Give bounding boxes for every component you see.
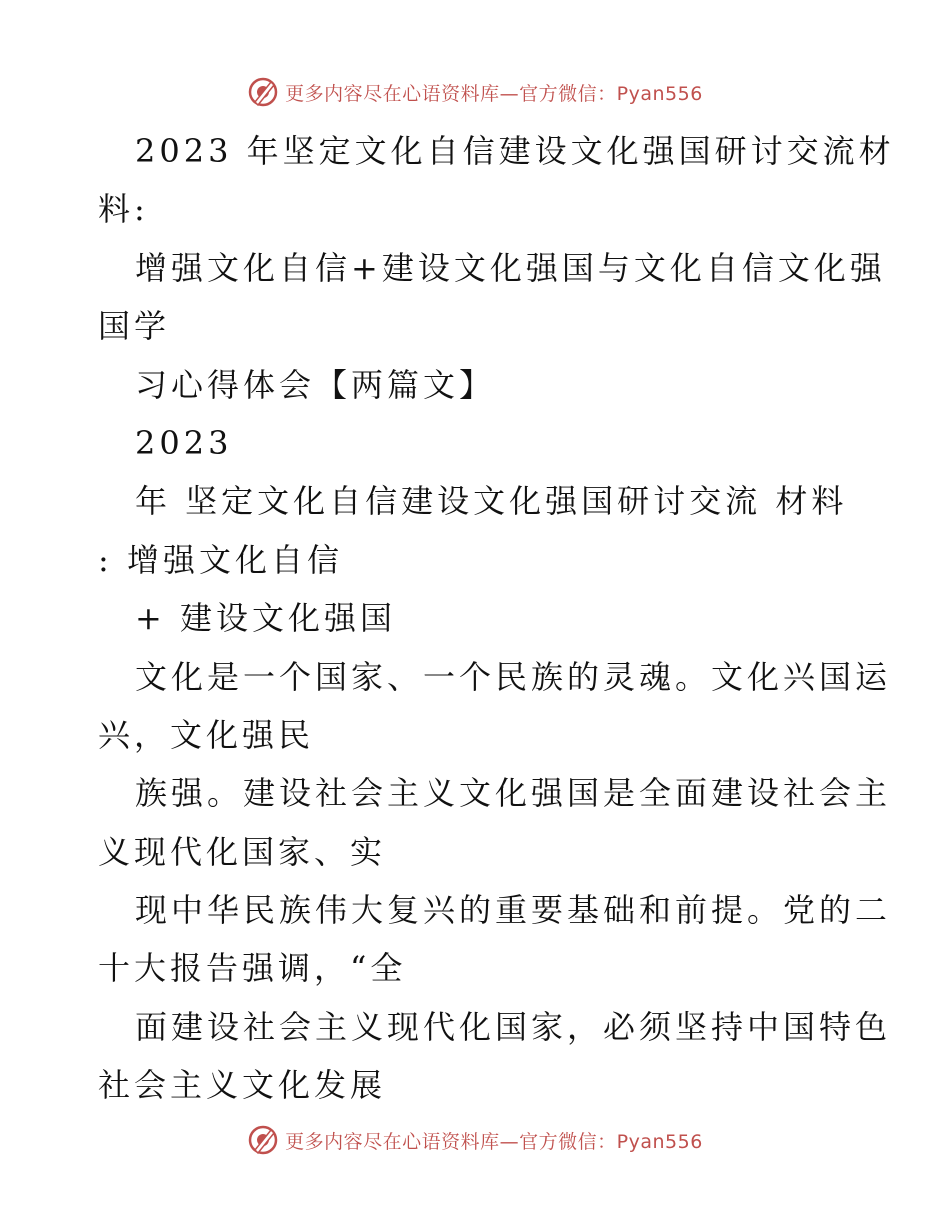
text-line: 十大报告强调，“全 xyxy=(98,949,407,988)
text-line: 年 坚定文化自信建设文化强国研讨交流 材料 xyxy=(135,482,848,521)
text-line: 习心得体会【两篇文】 xyxy=(135,365,496,404)
text-line: 现中华民族伟大复兴的重要基础和前提。党的二 xyxy=(135,891,892,930)
text-line: 社会主义文化发展 xyxy=(98,1066,387,1105)
text-line: 料: xyxy=(98,190,149,229)
text-line: 文化是一个国家、一个民族的灵魂。文化兴国运 xyxy=(135,657,892,696)
text-line: 面建设社会主义现代化国家，必须坚持中国特色 xyxy=(135,1007,892,1046)
pen-logo-icon xyxy=(247,1124,279,1156)
text-line: 2023 xyxy=(135,423,233,462)
text-line: : 增强文化自信 xyxy=(98,540,343,579)
text-line: 义现代化国家、实 xyxy=(98,832,387,871)
pen-logo-icon xyxy=(247,76,279,108)
banner-text: 更多内容尽在心语资料库—官方微信：Pyan556 xyxy=(285,82,703,105)
header-banner xyxy=(0,72,950,112)
text-line: 增强文化自信+建设文化强国与文化自信文化强 xyxy=(135,248,886,287)
text-line: 2023 年坚定文化自信建设文化强国研讨交流材 xyxy=(135,132,895,170)
text-line: 族强。建设社会主义文化强国是全面建设社会主 xyxy=(135,774,892,813)
text-line: + 建设文化强国 xyxy=(135,599,396,638)
text-line: 国学 xyxy=(98,307,171,346)
banner-text: 更多内容尽在心语资料库—官方微信：Pyan556 xyxy=(285,1130,703,1153)
text-line: 兴，文化强民 xyxy=(98,715,315,754)
document-body xyxy=(98,122,895,1115)
footer-banner xyxy=(0,1120,950,1160)
